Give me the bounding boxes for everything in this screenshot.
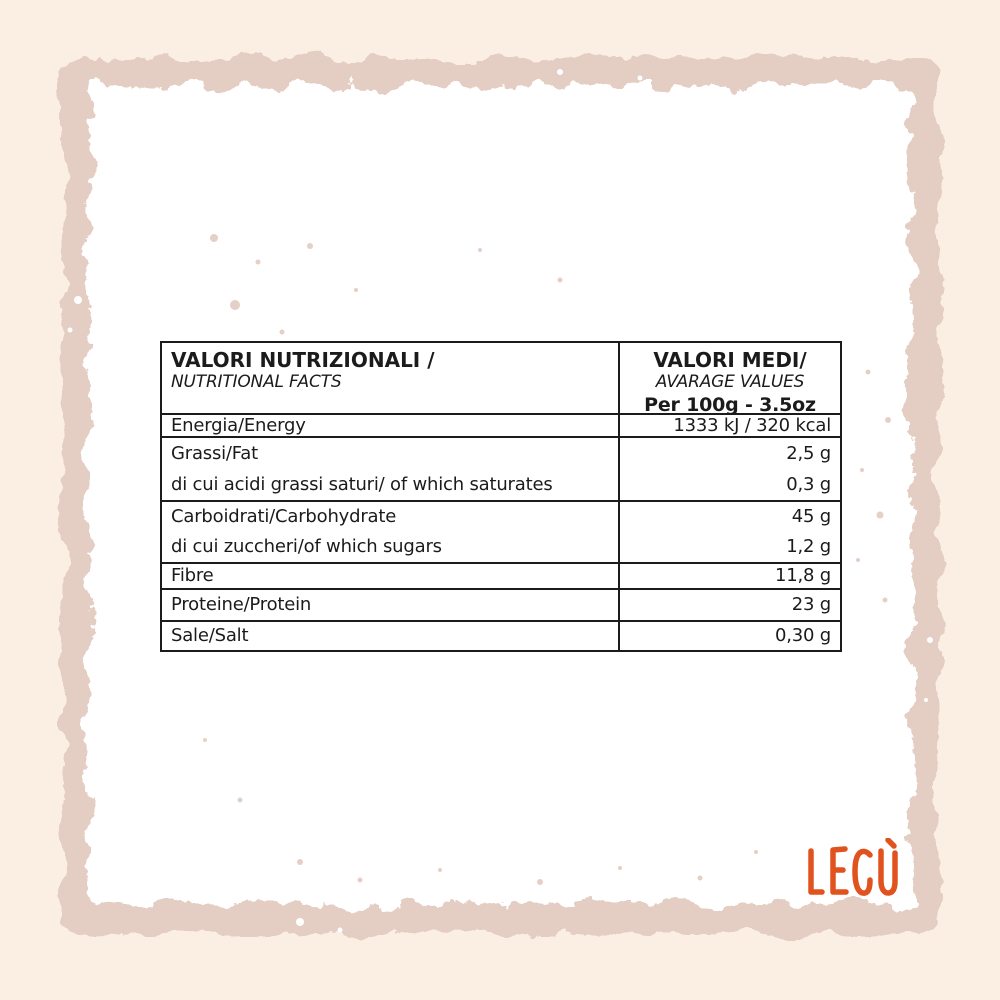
header-right-cell [620,343,840,416]
table-title-english: NUTRITIONAL FACTS [171,372,342,392]
legu-logo [806,838,898,898]
fat-value: 2,5 g [786,443,831,464]
row-value [620,502,840,562]
table-row-fat [162,436,840,500]
saturates-value: 0,3 g [786,474,831,495]
table-row-fibre [162,562,840,588]
fibre-label: Fibre [171,565,214,586]
logo-letter-u [881,851,895,893]
table-row-carbohydrate [162,500,840,562]
logo-letter-g [855,851,870,893]
carbohydrate-value: 45 g [791,506,831,527]
fat-label: Grassi/Fat [171,443,258,464]
row-value [620,415,840,436]
values-title-italian: VALORI MEDI/ [653,348,807,372]
energy-label: Energia/Energy [171,415,306,436]
values-title-english: AVARAGE VALUES [655,372,805,392]
sugars-value: 1,2 g [786,536,831,557]
logo-letter-e [833,849,846,892]
row-value [620,590,840,620]
table-row-protein [162,588,840,620]
header-left-cell [162,343,620,413]
logo-grave-accent [888,840,894,846]
row-label [162,438,620,500]
row-value [620,622,840,650]
row-label [162,415,620,436]
table-header-row [162,343,840,416]
logo-letter-l [811,851,822,892]
sugars-label: di cui zuccheri/of which sugars [171,536,442,557]
saturates-label: di cui acidi grassi saturi/ of which saturates [171,474,553,495]
serving-size: Per 100g - 3.5oz [644,394,816,416]
row-label [162,590,620,620]
fibre-value: 11,8 g [774,565,831,586]
protein-label: Proteine/Protein [171,594,312,615]
row-value [620,438,840,500]
table-row-salt [162,620,840,650]
row-label [162,502,620,562]
carbohydrate-label: Carboidrati/Carbohydrate [171,506,397,527]
energy-value: 1333 kJ / 320 kcal [673,415,831,436]
row-label [162,622,620,650]
salt-value: 0,30 g [774,625,831,646]
table-title-italian: VALORI NUTRIZIONALI / [171,348,435,372]
nutrition-table [160,341,842,652]
table-row-energy [162,413,840,436]
row-label [162,564,620,588]
salt-label: Sale/Salt [171,625,249,646]
protein-value: 23 g [791,594,831,615]
row-value [620,564,840,588]
